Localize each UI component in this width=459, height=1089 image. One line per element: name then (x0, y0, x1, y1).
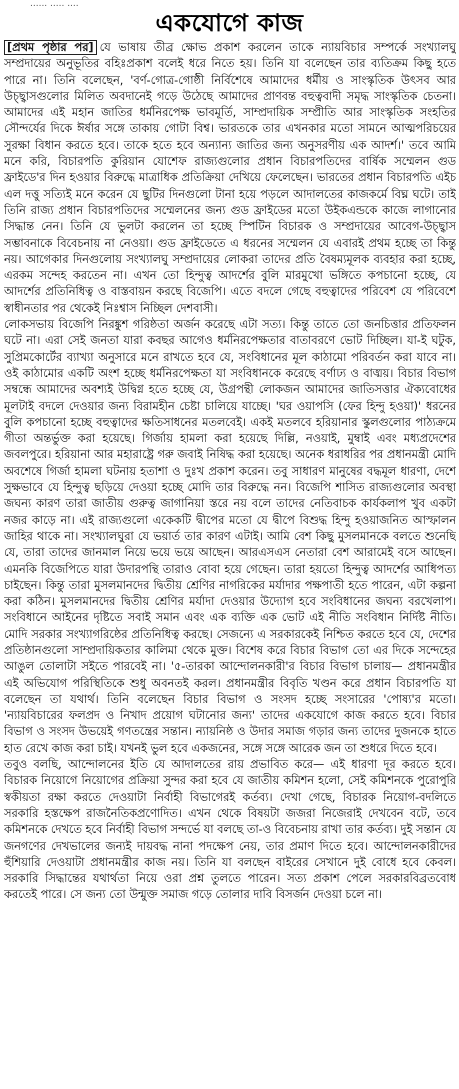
article-paragraph: তবুও বলছি, আন্দোলনের ইতি যে আদালতের রায় প্রভাবিত করে— এই ধারণা দূর করতে হবে। বিচারক নিয়োগে নিয়োগের প্রক্রিয়া সুন্দর করা হবে যে জাতীয় কমিশন হলো, সেই কমিশনকে পুরোপুরি স্বকীয়তা রক্ষা করতে দেওয়াটা নির্বাহী বিভাগেরই কর্তব্য। দেখা গেছে, বিচারক নিয়োগ-বদলিতে সরকারি হস্তক্ষেপ রাজনৈতিকপ্রণোদিত। এখন থেকে বিষয়টা জজরা নিজেরাই দেখবেন বটে, তবে কমিশনকে দেখতে হবে নির্বাহী বিভাগ সন্দর্ভে যা বলছে তা-ও বিবেচনায় রাখা তার কর্তব্য। দুই সন্তান যে জনগণের দেখভালের জন্যই দায়বদ্ধ নানা পদক্ষেপ নেয়, তার প্রমাণ দিতে হবে। আন্দোলনকারীদের হুঁশিয়ারি দেওয়াটা প্রধানমন্ত্রীর কাজ নয়। তিনি যা বলছেন বাইরের সেখানে দুই বোধে হবে কেবল। সরকারি সিদ্ধান্তের যথার্থতা নিয়ে ওরা প্রশ্ন তুলতে পারেন। সত্য প্রকাশ পেলে সরকারবিব্রতবোধ করতেই পারে। সে জন্য তো উন্মুক্ত সমাজ গড়ে তোলার দাবি বিসর্জন দেওয়া চলে না। (4, 758, 456, 902)
top-strip: ...... ..... .... (30, 0, 79, 8)
paragraph-text: যে ভাষায় তীব্র ক্ষোভ প্রকাশ করলেন তাকে ন্যায়বিচার সম্পর্কে সংখ্যালঘু সম্প্রদায়ের অনুভূতির বহিঃপ্রকাশ বলেই ধরে নিতে হয়। তিনি যা বলেছেন তার ব্যতিক্রম কিছু হতে পারে না। তিনি বলেছেন, 'বর্ণ-গোত্র-গোষ্ঠী নির্বিশেষে আমাদের ধর্মীয় ও সাংস্কৃতিক উৎসব আর উচ্ছ্বাসগুলোর মিলিত অবদানেই গড়ে উঠেছে আমাদের প্রাণবন্ত বহুত্ববাদী সমৃদ্ধ সাংস্কৃতিক চেতনা। আমাদের এই মহান জাতির ধর্মনিরপেক্ষ ভাবমূর্তি, সাম্প্রদায়িক সম্প্রীতি আর সাংস্কৃতিক সংহতির সৌন্দর্যের দিকে ঈর্ষার সঙ্গে তাকায় গোটা বিশ্ব। ভারতকে তার এখনকার মতো সামনে আত্মপরিচয়ের সুরক্ষা বিধান করতে হবে। তাকে হতে হবে অন্যান্য জাতির জন্য অনুসরণীয় এক আদর্শ।' তবে আমি মনে করি, বিচারপতি কুরিয়ান যোশেফ রাজ্যগুলোর প্রধান বিচারপতিদের বার্ষিক সম্মেলন গুড ফ্রাইডে'র দিন হওয়ার বিরুদ্ধে মাত্রাধিক প্রতিক্রিয়া দেখিয়ে ফেলেছেন। ভারতের প্রধান বিচারপতি এইচ এল দত্তু সত্যিই মনে করেন যে ছুটির দিনগুলো টানা হয়ে পড়লে আদালতের কাজকর্মে বিঘ্ন ঘটে। তাই তিনি রাজ্য প্রধান বিচারপতিদের সম্মেলনের জন্য গুড ফ্রাইডের মতো উইকএন্ডকে কাজে লাগানোর সিদ্ধান্ত নেন। তিনি যে ভুলটা করলেন তা হচ্ছে স্পিটিন বিচারক ও সম্প্রদায়ের আবেগ-উচ্ছ্বাস সম্ভাবনাকে বিবেচনায় না নেওয়া। গুড ফ্রাইডেতে এ ধরনের সম্মেলন যে এবারই প্রথম হচ্ছে তা কিন্তু নয়। আগেকার দিনগুলোয় সংখ্যালঘু সম্প্রদায়ের লোকরা তাদের প্রতি বৈষম্যমূলক ব্যবহার করা হচ্ছে, এরকম সন্দেহ করতেন না। এখন তো হিন্দুত্ব আদর্শের বুলি মারমুখো ভঙ্গিতে কপচানো হচ্ছে, যে আদর্শের প্রতিনিধিত্ব ও বাস্তবায়ন করছে বিজেপি। এতে বদলে গেছে বহুত্বাদের পরিবেশ যে পরিবেশে স্বাধীনতার পর থেকেই নিঃশ্বাস নিচ্ছিল দেশবাসী। (4, 41, 456, 315)
page-headline: একযোগে কাজ (155, 9, 304, 37)
continued-tag: [প্রথম পৃষ্ঠার পর] (4, 40, 97, 55)
article-body (4, 40, 456, 1086)
article-paragraph: লোকসভায় বিজেপি নিরঙ্কুশ গরিষ্ঠতা অর্জন করেছে এটা সত্য। কিন্তু তাতে তো জনচিত্তার প্রতিফলন ঘটে না। এরা সেই জনতা যারা কবছর আগেও ধর্মনিরপেক্ষতার বাতাবরণে ভোট দিচ্ছিল। যা-ই ঘটুক, সুপ্রিমকোর্টের ব্যাখ্যা অনুসারে মনে রাখতে হবে যে, সংবিধানের মূল কাঠামো পরিবর্তন করা যাবে না। ওই কাঠামোর একটি অংশ হচ্ছে ধর্মনিরপেক্ষতা যা সংবিধানকে করেছে বর্ণাঢ্য ও বাঙ্ময়। বিচার বিভাগ সম্বন্ধে আমাদের অবশ্যই উদ্বিগ্ন হতে হচ্ছে যে, উগ্রপন্থী লোকজন আমাদের জাতিসত্তার ঐক্যবোধের মূলটাই বদলে দেওয়ার জন্য বিরামহীন চেষ্টা চালিয়ে যাচ্ছে। 'ঘর ওয়াপসি (ফের হিন্দু হওয়া)' ধরনের বুলি কপচানো হচ্ছে বহুত্বাদের ক্ষতিসাধনের মতলবেই। একই মতলবে হরিয়ানার স্কুলগুলোর পাঠ্যক্রমে গীতা অন্তর্ভুক্ত করা হয়েছে। গির্জায় হামলা করা হয়েছে দিল্লি, নওয়াই, মুম্বাই এবং মধ্যপ্রদেশের জবলপুরে। হরিয়ানা আর মহারাষ্ট্রে গরু জবাই নিষিদ্ধ করা হয়েছে। অনেক ধরাধরির পর প্রধানমন্ত্রী মোদি অবশেষে গির্জা হামলা ঘটনায় হতাশা ও দুঃখ প্রকাশ করেন। তবু সাধারণ মানুষের বদ্ধমূল ধারণা, দেশে সুক্ষভাবে যে হিন্দুত্ব ছড়িয়ে দেওয়া হচ্ছে মোদি তার বিরুদ্ধে নন। বিজেপি শাসিত রাজ্যগুলোর অবস্থা জঘন্য কারণ তারা জাতীয় গুরুত্ব জাগানিয়া স্তরে নয় বলে তাদের নেতিবাচক কার্যকলাপ খুব একটা নজর কাড়ে না। এই রাজ্যগুলো একেকটি দ্বীপের মতো যে দ্বীপে বিশুদ্ধ হিন্দু হওয়াজনিত আস্ফালন জাহির থাকে না। সংখ্যালঘুরা যে ভয়ার্ত তার কারণ এটাই। আমি বেশ কিছু মুসলমানকে বলতে শুনেছি যে, তারা তাদের জানমাল নিয়ে ভয়ে ভয়ে আছেন। আরএসএস নেতারা বেশ আরামেই বসে আছেন। এমনকি বিজেপিতে যারা উদারপন্থি তারাও বোবা হয়ে গেছেন। তারা হয়তো হিন্দুত্ব আদর্শের আধিপত্য চাইছেন। কিন্তু তারা মুসলমানদের দ্বিতীয় শ্রেণির নাগরিকের মর্যাদার পক্ষপাতী হতে পারেন, এটা কল্পনা করা কঠিন। মুসলমানদের দ্বিতীয় শ্রেণির মর্যাদা দেওয়ার উদ্যোগ হবে সংবিধানের জঘন্য বরখেলাপ। সংবিধানে আইনের দৃষ্টিতে সবাই সমান এবং এক ব্যক্তি এক ভোট এই নীতি সংবিধান নির্দিষ্ট নীতি। মোদি সরকার সংখ্যাগরিষ্ঠের প্রতিনিধিত্ব করছে। সেজন্যে এ সরকারকেই নিশ্চিত করতে হবে যে, দেশের প্রতিষ্ঠানগুলো সাম্প্রদায়িকতার কালিমা থেকে মুক্ত। বিশেষ করে বিচার বিভাগ তো এর দিকে সন্দেহের আঙুল তোলাটা সইতে পারবেই না। '৫-তারকা আন্দোলনকারী'র বিচার বিভাগ চালায়— প্রধানমন্ত্রীর এই অভিযোগ পরিস্থিতিকে শুধু অবনতই করল। প্রধানমন্ত্রীর বিবৃতি খণ্ডন করে প্রধান বিচারপতি যা বলেছেন তা যথার্থ। তিনি বলেছেন বিচার বিভাগ ও সংসদ হচ্ছে সংসারের 'পোষ্য'র মতো। 'ন্যায়বিচারের ফলপ্রদ ও নিখাদ প্রয়োগ ঘটানোর জন্য' তাদের একযোগে কাজ করতে হবে। বিচার বিভাগ ও সংসদ উভয়েই গণতন্ত্রের সন্তান। ন্যায়নিষ্ঠ ও উদার সমাজ গড়ার জন্য তাদের দুজনকে হাতে হাত রেখে কাজ করা চাই। যখনই ভুল হবে একজনের, সঙ্গে সঙ্গে আরেক জন তা শুধরে দিতে হবে। (4, 318, 456, 755)
article-paragraph (4, 40, 456, 317)
